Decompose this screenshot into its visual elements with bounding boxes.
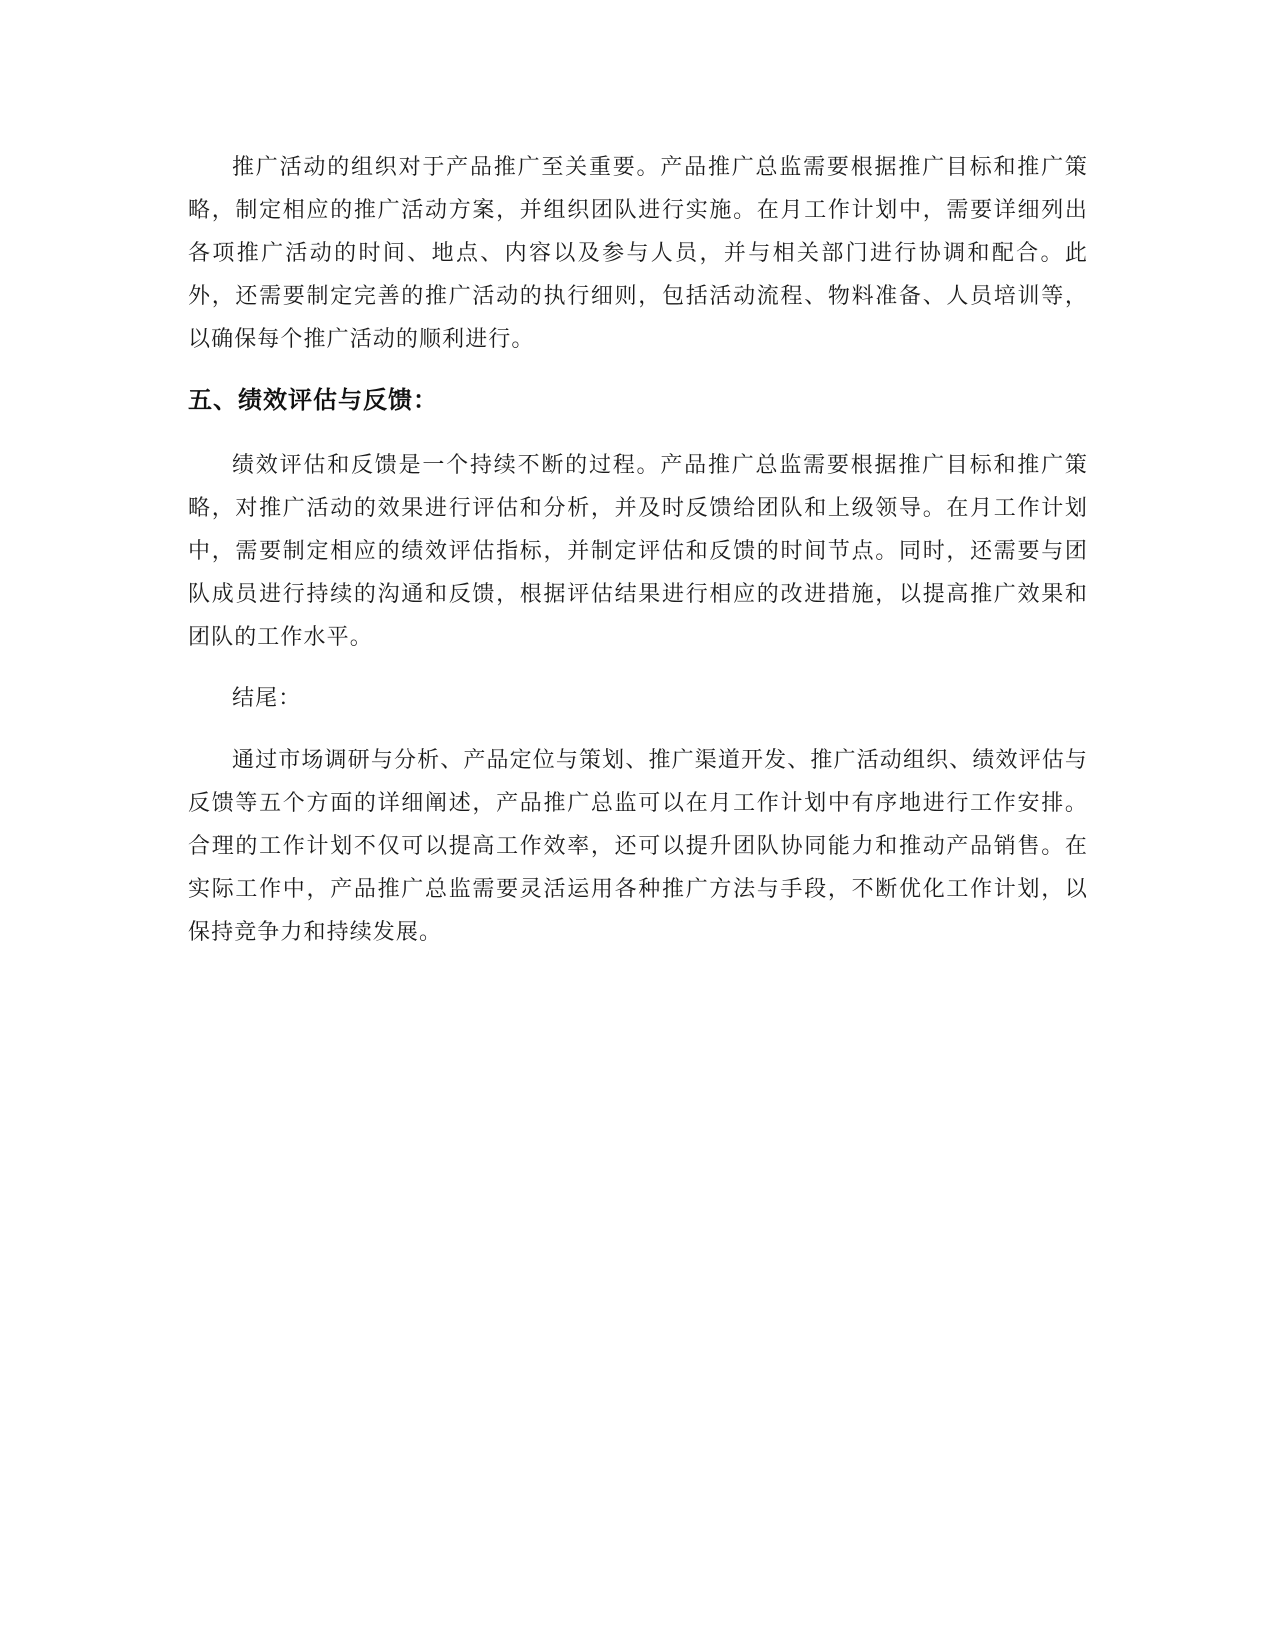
document-body <box>188 146 1088 954</box>
paragraph-performance-evaluation: 绩效评估和反馈是一个持续不断的过程。产品推广总监需要根据推广目标和推广策略，对推广活动的效果进行评估和分析，并及时反馈给团队和上级领导。在月工作计划中，需要制定相应的绩效评估指标，并制定评估和反馈的时间节点。同时，还需要与团队成员进行持续的沟通和反馈，根据评估结果进行相应的改进措施，以提高推广效果和团队的工作水平。 <box>188 453 1088 650</box>
conclusion-label: 结尾： <box>232 686 302 711</box>
paragraph-conclusion: 通过市场调研与分析、产品定位与策划、推广渠道开发、推广活动组织、绩效评估与反馈等五个方面的详细阐述，产品推广总监可以在月工作计划中有序地进行工作安排。合理的工作计划不仅可以提高工作效率，还可以提升团队协同能力和推动产品销售。在实际工作中，产品推广总监需要灵活运用各种推广方法与手段，不断优化工作计划，以保持竞争力和持续发展。 <box>188 748 1088 945</box>
section-heading-performance-evaluation: 五、绩效评估与反馈： <box>188 386 438 414</box>
paragraph-promotion-activities: 推广活动的组织对于产品推广至关重要。产品推广总监需要根据推广目标和推广策略，制定相应的推广活动方案，并组织团队进行实施。在月工作计划中，需要详细列出各项推广活动的时间、地点、内容以及参与人员，并与相关部门进行协调和配合。此外，还需要制定完善的推广活动的执行细则，包括活动流程、物料准备、人员培训等，以确保每个推广活动的顺利进行。 <box>188 155 1088 352</box>
